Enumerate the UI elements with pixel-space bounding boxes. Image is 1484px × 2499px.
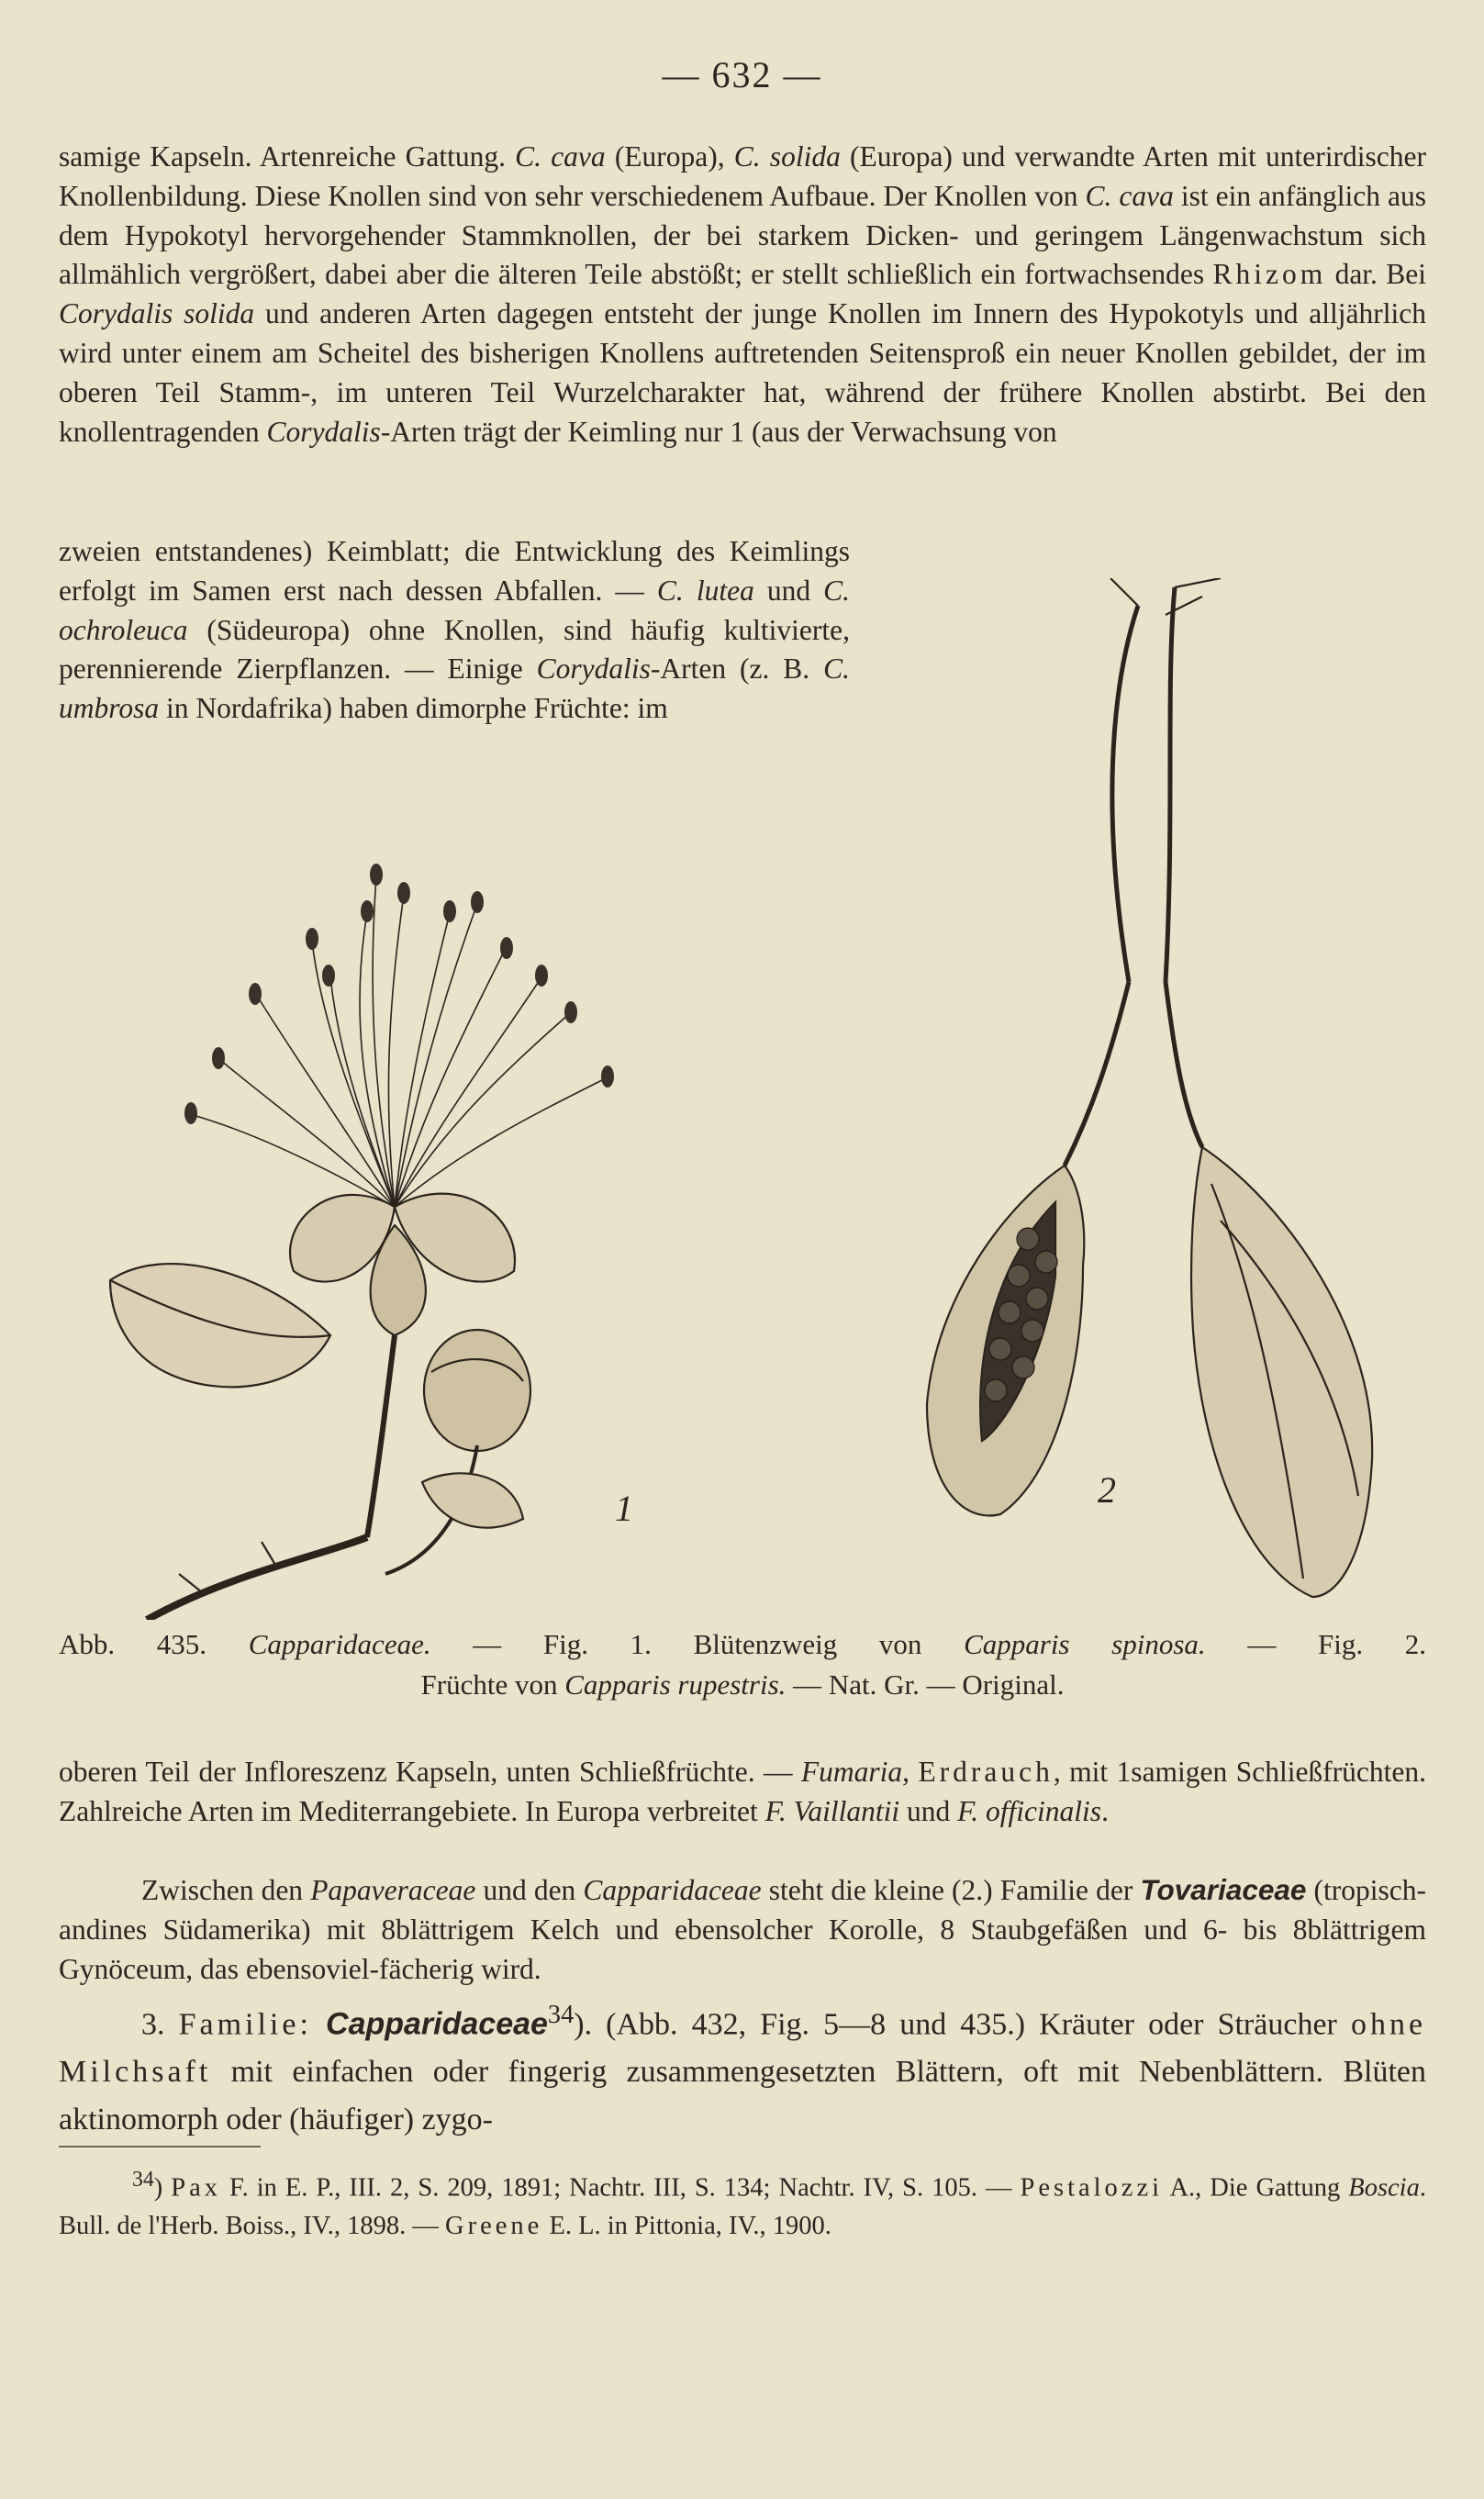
paragraph-fumaria: oberen Teil der Infloreszenz Kapseln, unten Schließfrüchte. — Fumaria, Erdrauch, mit 1samigen Schließfrüchten. Zahlreiche Arten im Mediterrangebiete. In Europa verbreitet F. Vaillantii und F. officinalis. bbox=[59, 1756, 1426, 1827]
figure-label-1: 1 bbox=[615, 1488, 633, 1529]
paragraph-tovariaceae: Zwischen den Papaveraceae und den Capparidaceae steht die kleine (2.) Familie der Tovariaceae (tropisch-andines Südamerika) mit 8blättrigem Kelch und ebensolcher Korolle, 8 Staubgefäßen und 6- bis 8blättrigem Gynöceum, das ebensoviel-fächerig wird. bbox=[59, 1873, 1426, 1985]
page-number: — 632 — bbox=[662, 54, 822, 95]
paragraph-corydalis-tubers: samige Kapseln. Artenreiche Gattung. C. cava (Europa), C. solida (Europa) und verwandte Arten mit unterirdischer Knollenbildung. Diese Knollen sind von sehr verschiedenem Aufbaue. Der Knollen von C. cava ist ein anfänglich aus dem Hypokotyl hervorgehender Stammknollen, der bei starkem Dicken- und geringem Längenwachstum sich allmählich vergrößert, dabei aber die älteren Teile abstößt; er stellt schließlich ein fortwachsendes Rhizom dar. Bei Corydalis solida und anderen Arten dagegen entsteht der junge Knollen im Innern des Hypokotyls und alljährlich wird unter einem am Scheitel des bisherigen Knollens auftretenden Seitensproß ein neuer Knollen gebildet, der im oberen Teil Stamm-, im unteren Teil Wurzelcharakter hat, während der frühere Knollen abstirbt. Bei den knollentragenden Corydalis-Arten trägt der Keimling nur 1 (aus der Verwachsung von bbox=[59, 140, 1427, 448]
footnote-34: $^{34}$) Pax F. in E. P., III. 2, S. 209, 1891; Nachtr. III, S. 134; Nachtr. IV, S. 105. — Pestalozzi A., Die Gattung Boscia. Bull. de l'Herb. Boiss., IV., 1898. — Greene E. L. in Pittonia, IV., 1900. bbox=[59, 2168, 1426, 2240]
figure-label-2: 2 bbox=[1098, 1469, 1116, 1511]
figure-capparis-spinosa-illustration bbox=[92, 840, 771, 1620]
figure-caption: Abb. 435. Capparidaceae. — Fig. 1. Blütenzweig von Capparis spinosa. — Fig. 2. Früchte von Capparis rupestris. — Nat. Gr. — Original. bbox=[59, 1628, 1426, 1701]
paragraph-capparidaceae: 3. Familie: Capparidaceae$^{34}$). (Abb. 432, Fig. 5—8 und 435.) Kräuter oder Sträucher ohne Milchsaft mit einfachen oder fingerig zusammengesetzten Blättern, oft mit Nebenblättern. Blüten aktinomorph oder (häufiger) zygo- bbox=[59, 2001, 1427, 2137]
footnote-divider bbox=[59, 2146, 261, 2148]
paragraph-corydalis-seedling: zweien entstandenes) Keimblatt; die Entwicklung des Keimlings erfolgt im Samen erst nach dessen Abfallen. — C. lutea und C. ochroleuca (Südeuropa) ohne Knollen, sind häufig kultivierte, perennierende Zierpflanzen. — Einige Corydalis-Arten (z. B. C. umbrosa in Nordafrika) haben dimorphe Früchte: im bbox=[59, 535, 851, 725]
figure-capparis-rupestris-illustration bbox=[899, 578, 1413, 1615]
